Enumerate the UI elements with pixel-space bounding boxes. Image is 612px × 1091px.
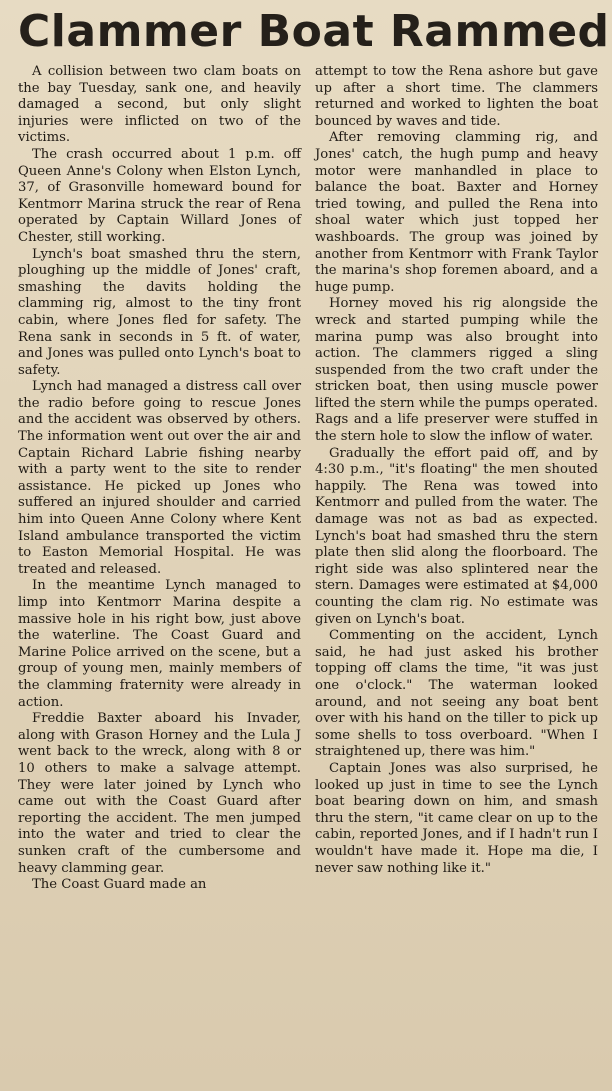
paragraph: The Coast Guard made an	[32, 877, 207, 893]
article-body	[18, 64, 598, 894]
left-column	[18, 64, 301, 894]
paragraph: A collision between two clam boats on the bay Tuesday, sank one, and heavily damaged a second, but only slight injuries were inflicted on two of the victims.	[18, 64, 301, 146]
paragraph: Gradually the effort paid off, and by 4:30 p.m., "it's floating" the men shouted happily. The Rena was towed into Kentmorr and pulled from the water. The damage was not as bad as expected. Lynch's boat had smashed thru the stern plate then slid along the floorboard. The right side was also splintered near the stern. Damages were estimated at $4,000 counting the clam rig. No estimate was given on Lynch's boat.	[315, 445, 598, 627]
paragraph: Horney moved his rig alongside the wreck and started pumping while the marina pump was also brought into action. The clammers rigged a sling suspended from the two craft under the stricken boat, then using muscle power lifted the stern while the pumps operated. Rags and a life preserver were stuffed in the stern hole to slow the inflow of water.	[315, 296, 598, 445]
paragraph: Captain Jones was also surprised, he looked up just in time to see the Lynch boat bearing down on him, and smash thru the stern, "it came clear on up to the cabin, reported Jones, and if I hadn't run I wouldn't have made it. Hope ma die, I never saw nothing like it."	[315, 760, 598, 876]
paragraph: After removing clamming rig, and Jones' catch, the hugh pump and heavy motor were manhandled in place to balance the boat. Baxter and Horney tried towing, and pulled the Rena into shoal water which just topped her washboards. The group was joined by another from Kentmorr with Frank Taylor the marina's shop foremen aboard, and a huge pump.	[315, 130, 598, 295]
paragraph-continued: attempt to tow the Rena ashore but gave up after a short time. The clammers returned and worked to lighten the boat bounced by waves and tide.	[315, 64, 598, 129]
paragraph: Commenting on the accident, Lynch said, he had just asked his brother topping off clams the time, "it was just one o'clock." The waterman looked around, and not seeing any boat bent over with his hand on the tiller to pick up some shells to toss overboard. "When I straightened up, there was him."	[315, 628, 598, 760]
paragraph: Lynch's boat smashed thru the stern, ploughing up the middle of Jones' craft, smashing the davits holding the clamming rig, almost to the tiny front cabin, where Jones fled for safety. The Rena sank in seconds in 5 ft. of water, and Jones was pulled onto Lynch's boat to safety.	[18, 246, 301, 378]
headline: Clammer Boat Rammed	[18, 6, 610, 57]
right-column	[315, 64, 598, 894]
paragraph: The crash occurred about 1 p.m. off Queen Anne's Colony when Elston Lynch, 37, of Grasonville homeward bound for Kentmorr Marina struck the rear of Rena operated by Captain Willard Jones of Chester, still working.	[18, 146, 301, 245]
paragraph: Lynch had managed a distress call over the radio before going to rescue Jones and the accident was observed by others. The information went out over the air and Captain Richard Labrie fishing nearby with a party went to the site to render assistance. He picked up Jones who suffered an injured shoulder and carried him into Queen Anne Colony where Kent Island ambulance transported the victim to Easton Memorial Hospital. He was treated and released.	[18, 379, 301, 577]
paragraph: Freddie Baxter aboard his Invader, along with Grason Horney and the Lula J went back to the wreck, along with 8 or 10 others to make a salvage attempt. They were later joined by Lynch who came out with the Coast Guard after reporting the accident. The men jumped into the water and tried to clear the sunken craft of the cumbersome and heavy clamming gear.	[18, 711, 301, 876]
paragraph: In the meantime Lynch managed to limp into Kentmorr Marina despite a massive hole in his right bow, just above the waterline. The Coast Guard and Marine Police arrived on the scene, but a group of young men, mainly members of the clamming fraternity were already in action.	[18, 578, 301, 710]
